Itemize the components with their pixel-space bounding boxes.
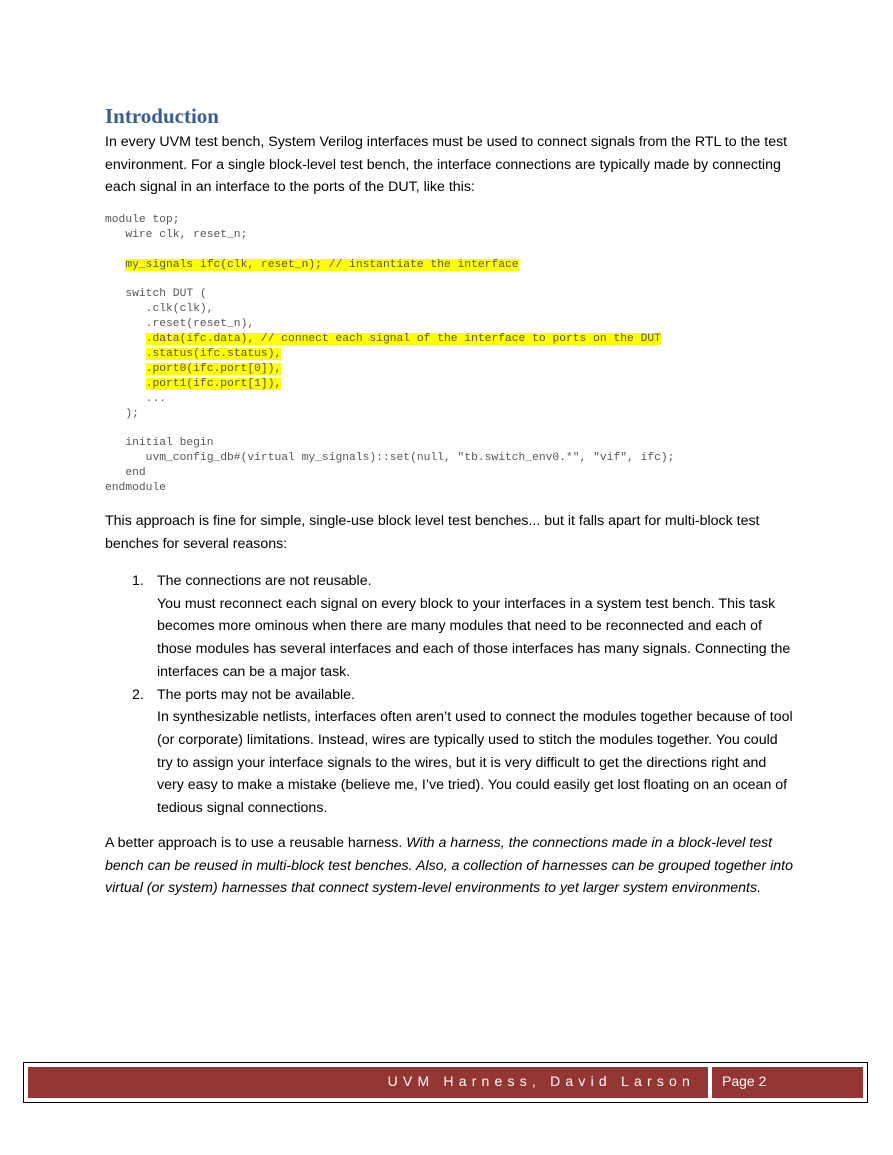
code-line (105, 436, 674, 451)
code-line (105, 377, 674, 392)
code-text: switch DUT ( (105, 288, 207, 301)
highlighted-code: my_signals ifc(clk, reset_n); // instantiate the interface (125, 258, 519, 271)
code-line (105, 317, 674, 332)
code-line (105, 451, 674, 466)
code-line (105, 273, 674, 288)
code-text: .clk(clk), (105, 303, 214, 316)
code-line (105, 213, 674, 228)
list-number: 2. (132, 686, 144, 703)
code-line (105, 228, 674, 243)
intro-paragraph: In every UVM test bench, System Verilog interfaces must be used to connect signals from the RTL to the test environment. For a single block-level test bench, the interface connections are typically made by connecting each signal in an interface to the ports of the DUT, like this: (105, 134, 788, 195)
approach-paragraph: This approach is fine for simple, single-use block level test benches... but it falls apart for multi-block test benches for several reasons: (105, 513, 760, 552)
code-line (105, 362, 674, 377)
page-footer (23, 1062, 868, 1103)
code-text: module top; (105, 214, 180, 226)
code-line (105, 347, 674, 362)
code-line (105, 287, 674, 302)
code-line (105, 466, 674, 481)
code-line (105, 481, 674, 496)
code-line (105, 392, 674, 407)
code-text (105, 333, 146, 345)
code-line (105, 258, 674, 273)
conclusion-paragraph (105, 832, 795, 900)
code-text: ); (105, 407, 139, 420)
code-text (105, 348, 146, 360)
code-line (105, 407, 674, 422)
code-text: end (105, 467, 146, 480)
footer-title-box (28, 1067, 708, 1098)
code-text: ... (105, 392, 167, 405)
list-item-body: In synthesizable netlists, interfaces often aren’t used to connect the modules together because of tool (or corporate) limitations. Instead, wires are typically used to stitch the modules together. You could try to assign your interface signals to the wires, but it is very difficult to get the directions right and very easy to make a mistake (believe me, I’ve tried). You could easily get lost floating on an ocean of tedious signal connections. (157, 709, 793, 817)
reasons-list (105, 570, 795, 820)
code-block (105, 213, 674, 496)
code-line (105, 332, 674, 347)
list-item (105, 684, 795, 820)
list-item-body: You must reconnect each signal on every block to your interfaces in a system test bench. This task becomes more ominous when there are many modules that need to be reconnected and each of those modules has several interfaces and each of those interfaces has many signals. Connecting the interfaces can be a major task. (157, 595, 791, 680)
code-line (105, 421, 674, 436)
conclusion-plain-text: A better approach is to use a reusable harness. (105, 835, 407, 851)
footer-page-box (712, 1067, 863, 1098)
code-text (105, 363, 146, 375)
highlighted-code: .data(ifc.data), // connect each signal of the interface to ports on the DUT (145, 333, 661, 346)
highlighted-code: .status(ifc.status), (145, 348, 282, 361)
code-text: uvm_config_db#(virtual my_signals)::set(null, "tb.switch_env0.*", "vif", ifc); (105, 452, 675, 465)
section-heading: Introduction (105, 104, 219, 128)
code-text: endmodule (105, 482, 167, 495)
code-text: wire clk, reset_n; (105, 228, 248, 241)
list-item (105, 570, 795, 684)
highlighted-code: .port1(ifc.port[1]), (145, 377, 282, 390)
list-number: 1. (132, 573, 144, 589)
code-text: initial begin (105, 437, 214, 450)
conclusion-italic-text: With a harness, the connections made in a block-level test bench can be reused in multi-block test benches. Also, a collection of harnesses can be grouped together into virtual (or system) harnesses that connect system-level environments to yet larger system environments. (105, 835, 793, 896)
code-text (105, 378, 146, 390)
list-item-title: The connections are not reusable. (157, 573, 372, 589)
footer-title: UVM Harness, David Larson (387, 1073, 695, 1089)
code-text (105, 259, 125, 271)
highlighted-code: .port0(ifc.port[0]), (145, 362, 282, 375)
code-line (105, 302, 674, 317)
page-number: Page 2 (722, 1073, 767, 1089)
code-line (105, 243, 674, 258)
list-item-title: The ports may not be available. (157, 686, 355, 703)
code-text: .reset(reset_n), (105, 318, 255, 331)
